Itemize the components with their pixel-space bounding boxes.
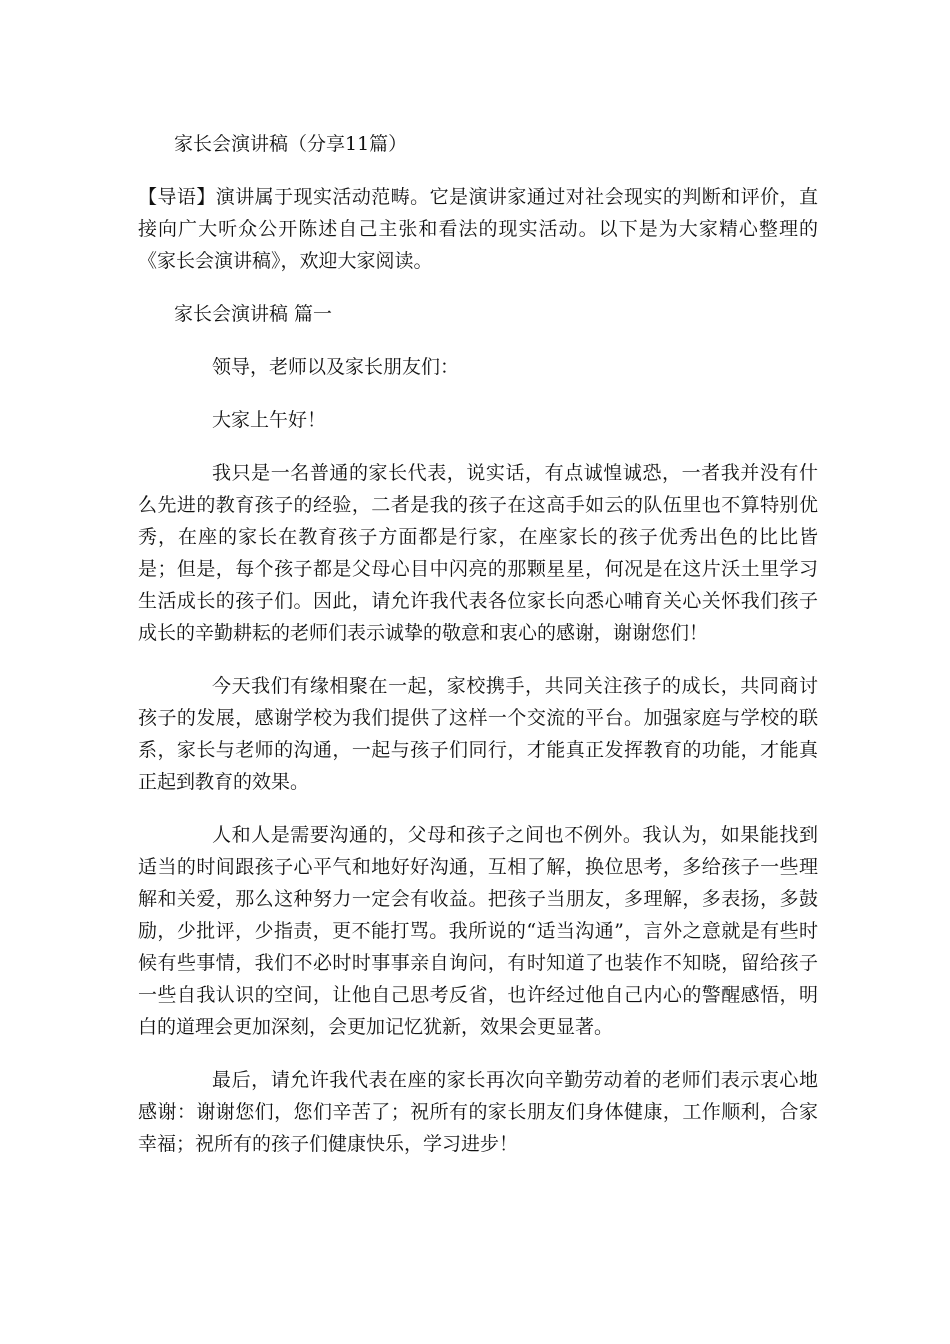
body-paragraph: 我只是一名普通的家长代表，说实话，有点诚惶诚恐，一者我并没有什么先进的教育孩子的经验，二者是我的孩子在这高手如云的队伍里也不算特别优秀，在座的家长在教育孩子方面都是行家，在座家长的孩子优秀出色的比比皆是；但是，每个孩子都是父母心目中闪亮的那颗星星，何况是在这片沃土里学习生活成长的孩子们。因此，请允许我代表各位家长向悉心哺育关心关怀我们孩子成长的辛勤耕耘的老师们表示诚挚的敬意和衷心的感谢，谢谢您们！ xyxy=(138,462,818,644)
salutation: 领导，老师以及家长朋友们： xyxy=(212,356,460,378)
section-heading: 家长会演讲稿 篇一 xyxy=(174,303,333,325)
body-paragraph: 最后，请允许我代表在座的家长再次向辛勤劳动着的老师们表示衷心地感谢：谢谢您们，您们辛苦了；祝所有的家长朋友们身体健康，工作顺利，合家幸福；祝所有的孩子们健康快乐，学习进步！ xyxy=(138,1069,818,1155)
greeting: 大家上午好！ xyxy=(212,409,327,431)
body-paragraph: 人和人是需要沟通的，父母和孩子之间也不例外。我认为，如果能找到适当的时间跟孩子心平气和地好好沟通，互相了解，换位思考，多给孩子一些理解和关爱，那么这种努力一定会有收益。把孩子当朋友，多理解，多表扬，多鼓励，少批评，少指责，更不能打骂。我所说的“适当沟通”，言外之意就是有些时候有些事情，我们不必时时事事亲自询问，有时知道了也装作不知晓，留给孩子一些自我认识的空间，让他自己思考反省，也许经过他自己内心的警醒感悟，明白的道理会更加深刻，会更加记忆犹新，效果会更显著。 xyxy=(138,824,818,1038)
document-title: 家长会演讲稿（分享11篇） xyxy=(174,133,408,155)
document-page xyxy=(138,128,818,1181)
intro-paragraph: 【导语】演讲属于现实活动范畴。它是演讲家通过对社会现实的判断和评价，直接向广大听众公开陈述自己主张和看法的现实活动。以下是为大家精心整理的《家长会演讲稿》，欢迎大家阅读。 xyxy=(138,186,818,272)
body-paragraph: 今天我们有缘相聚在一起，家校携手，共同关注孩子的成长，共同商讨孩子的发展，感谢学校为我们提供了这样一个交流的平台。加强家庭与学校的联系，家长与老师的沟通，一起与孩子们同行，才能真正发挥教育的功能，才能真正起到教育的效果。 xyxy=(138,675,818,793)
